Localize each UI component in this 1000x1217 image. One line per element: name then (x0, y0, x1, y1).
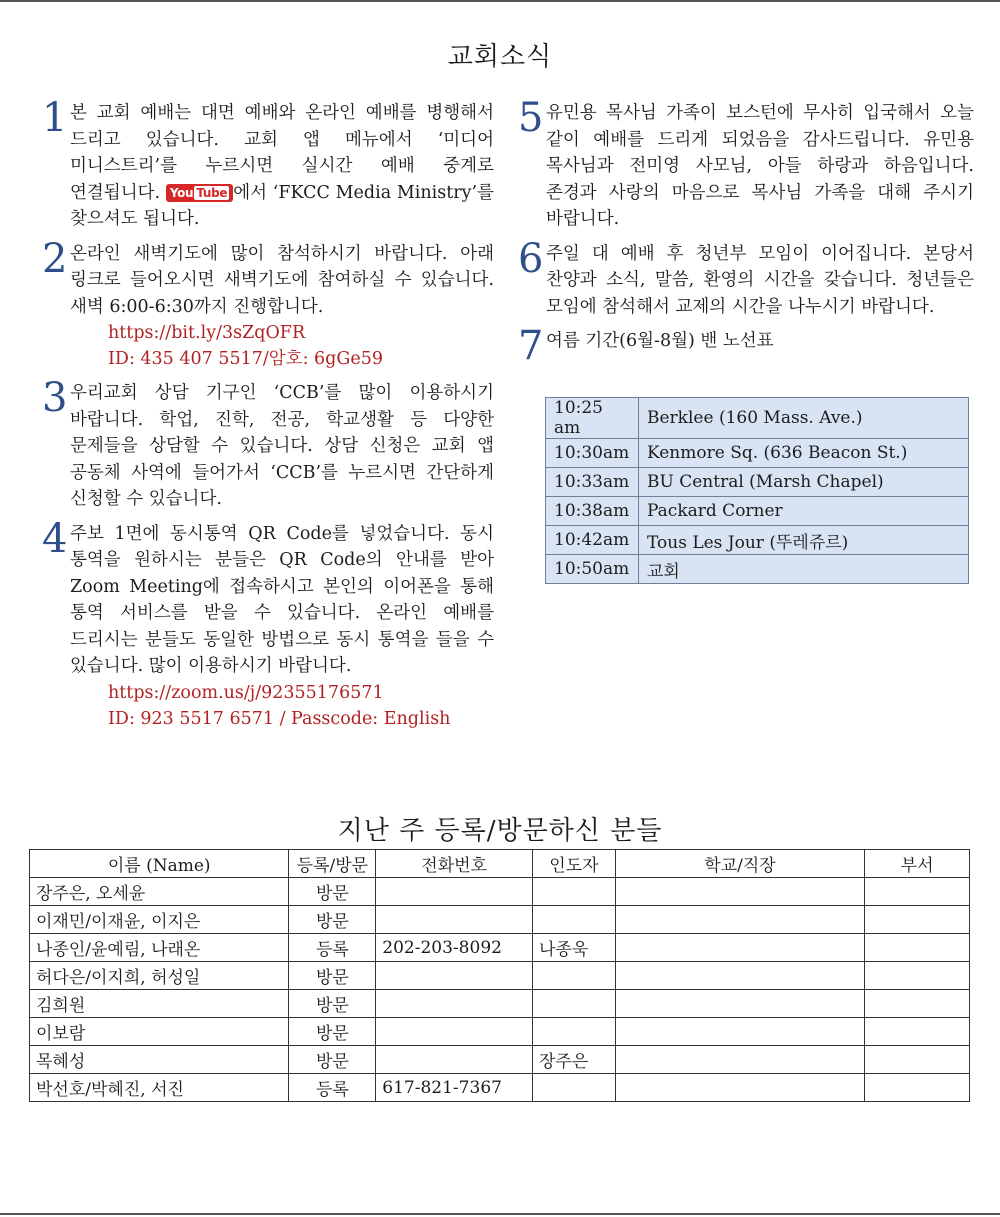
item-number: 1 (42, 95, 68, 141)
table-header-row (30, 850, 970, 878)
visitor-type: 방문 (289, 962, 376, 990)
visitor-dept (865, 1046, 970, 1074)
item-text: 본 교회 예배는 대면 예배와 온라인 예배를 병행해서 드리고 있습니다. 교회 앱 메뉴에서 ‘미디어 미니스트리’를 누르시면 실시간 예배 중계로 연결됩니다. You Tube 에서 ‘FKCC Media Ministry’를 찾으셔도 됩니다. (70, 103, 494, 229)
table-row (546, 497, 969, 526)
visitor-dept (865, 1074, 970, 1102)
schedule-stop: Kenmore Sq. (636 Beacon St.) (639, 439, 969, 468)
visitor-name: 허다은/이지희, 허성일 (30, 962, 289, 990)
item-text: 주보 1면에 동시통역 QR Code를 넣었습니다. 동시 통역을 원하시는 분들은 QR Code의 안내를 받아 Zoom Meeting에 접속하시고 본인의 이어폰을 통해 통역 서비스를 받을 수 있습니다. 온라인 예배를 드리시는 분들도 동일한 방법으로 동시 통역을 들을 수 있습니다. 많이 이용하시기 바랍니다. (70, 523, 494, 676)
visitor-phone: 202-203-8092 (376, 934, 533, 962)
visitors-table (29, 849, 970, 1102)
visitor-school (615, 878, 864, 906)
van-schedule-table (545, 397, 969, 584)
visitor-guide: 장주은 (533, 1046, 616, 1074)
visitor-phone (376, 906, 533, 934)
table-row (30, 990, 970, 1018)
visitor-school (615, 962, 864, 990)
table-row (546, 439, 969, 468)
schedule-time: 10:33am (546, 468, 639, 497)
visitor-dept (865, 990, 970, 1018)
schedule-stop: Packard Corner (639, 497, 969, 526)
item-text: 주일 대 예배 후 청년부 모임이 이어집니다. 본당서 찬양과 소식, 말씀, 환영의 시간을 갖습니다. 청년들은 모임에 참석해서 교제의 시간을 나누시기 바랍니다. (546, 243, 974, 317)
visitor-dept (865, 934, 970, 962)
visitor-guide (533, 906, 616, 934)
item-text: 유민용 목사님 가족이 보스턴에 무사히 입국해서 오늘 같이 예배를 드리게 되었음을 감사드립니다. 유민용 목사님과 전미영 사모님, 아들 하랑과 하음입니다. 존경과 사랑의 마음으로 목사님 가족을 대해 주시기 바랍니다. (546, 103, 974, 229)
visitor-school (615, 906, 864, 934)
item-text: 온라인 새벽기도에 많이 참석하시기 바랍니다. 아래 링크로 들어오시면 새벽기도에 참여하실 수 있습니다. 새벽 6:00-6:30까지 진행합니다. (70, 243, 494, 317)
visitor-guide (533, 1074, 616, 1102)
visitor-school (615, 1046, 864, 1074)
item-text: 우리교회 상담 기구인 ‘CCB’를 많이 이용하시기 바랍니다. 학업, 진학, 전공, 학교생활 등 다양한 문제들을 상담할 수 있습니다. 상담 신청은 교회 앱 공동체 사역에 들어가서 ‘CCB’를 누르시면 간단하게 신청할 수 있습니다. (70, 383, 494, 509)
visitor-type: 방문 (289, 878, 376, 906)
visitor-type: 방문 (289, 1046, 376, 1074)
table-row (546, 398, 969, 439)
youtube-logo-icon: You Tube (166, 184, 233, 202)
zoom-meeting-id: ID: 923 5517 6571 / Passcode: English (108, 708, 451, 729)
table-row (30, 906, 970, 934)
news-item-7 (518, 323, 974, 369)
bottom-rule (0, 1213, 1000, 1215)
item-number: 4 (42, 515, 68, 562)
visitor-type: 등록 (289, 934, 376, 962)
visitor-guide (533, 962, 616, 990)
visitor-phone (376, 1046, 533, 1074)
table-row (546, 468, 969, 497)
table-row (546, 555, 969, 584)
item-number: 2 (42, 235, 68, 282)
news-item-3 (42, 375, 494, 513)
schedule-time: 10:42am (546, 526, 639, 555)
visitor-type: 방문 (289, 990, 376, 1018)
item-number: 7 (518, 323, 544, 369)
table-row (546, 526, 969, 555)
visitor-dept (865, 878, 970, 906)
page-title: 교회소식 (447, 42, 553, 72)
news-item-4 (42, 515, 494, 732)
visitor-phone: 617-821-7367 (376, 1074, 533, 1102)
zoom-link[interactable]: https://zoom.us/j/92355176571 (108, 682, 384, 703)
item-number: 5 (518, 95, 544, 141)
table-row (30, 934, 970, 962)
visitor-dept (865, 1018, 970, 1046)
visitor-school (615, 1074, 864, 1102)
schedule-stop: 교회 (639, 555, 969, 584)
news-item-1 (42, 95, 494, 233)
schedule-time: 10:30am (546, 439, 639, 468)
visitor-phone (376, 1018, 533, 1046)
visitor-name: 이재민/이재윤, 이지은 (30, 906, 289, 934)
news-item-6 (518, 235, 974, 321)
header-dept: 부서 (865, 850, 970, 878)
visitor-type: 방문 (289, 1018, 376, 1046)
visitors-title: 지난 주 등록/방문하신 분들 (337, 816, 663, 846)
header-phone: 전화번호 (376, 850, 533, 878)
visitor-type: 방문 (289, 906, 376, 934)
visitor-guide: 나종욱 (533, 934, 616, 962)
schedule-time: 10:25 am (546, 398, 639, 439)
visitor-name: 김희원 (30, 990, 289, 1018)
visitor-school (615, 1018, 864, 1046)
prayer-link[interactable]: https://bit.ly/3sZqOFR (108, 323, 306, 343)
news-item-5 (518, 95, 974, 233)
visitor-phone (376, 878, 533, 906)
schedule-time: 10:50am (546, 555, 639, 584)
header-type: 등록/방문 (289, 850, 376, 878)
visitor-name: 박선호/박혜진, 서진 (30, 1074, 289, 1102)
table-row (30, 878, 970, 906)
table-row (30, 962, 970, 990)
visitor-guide (533, 878, 616, 906)
header-school: 학교/직장 (615, 850, 864, 878)
visitor-name: 장주은, 오세윤 (30, 878, 289, 906)
visitor-dept (865, 906, 970, 934)
visitor-school (615, 934, 864, 962)
item-number: 6 (518, 235, 544, 282)
visitor-name: 목혜성 (30, 1046, 289, 1074)
table-row (30, 1074, 970, 1102)
header-guide: 인도자 (533, 850, 616, 878)
schedule-stop: Tous Les Jour (뚜레쥬르) (639, 526, 969, 555)
news-column-right (518, 95, 974, 369)
table-row (30, 1046, 970, 1074)
news-item-2 (42, 235, 494, 373)
schedule-stop: BU Central (Marsh Chapel) (639, 468, 969, 497)
visitor-guide (533, 990, 616, 1018)
schedule-stop: Berklee (160 Mass. Ave.) (639, 398, 969, 439)
item-text: 여름 기간(6월-8월) 밴 노선표 (546, 331, 774, 351)
visitor-guide (533, 1018, 616, 1046)
item-number: 3 (42, 375, 68, 421)
visitor-phone (376, 990, 533, 1018)
visitor-name: 나종인/윤예림, 나래온 (30, 934, 289, 962)
table-row (30, 1018, 970, 1046)
header-name: 이름 (Name) (30, 850, 289, 878)
visitor-school (615, 990, 864, 1018)
visitor-dept (865, 962, 970, 990)
news-column-left (42, 95, 494, 740)
prayer-meeting-id: ID: 435 407 5517/암호: 6gGe59 (108, 349, 383, 369)
top-rule (0, 0, 1000, 2)
visitor-type: 등록 (289, 1074, 376, 1102)
visitor-phone (376, 962, 533, 990)
schedule-time: 10:38am (546, 497, 639, 526)
visitor-name: 이보람 (30, 1018, 289, 1046)
